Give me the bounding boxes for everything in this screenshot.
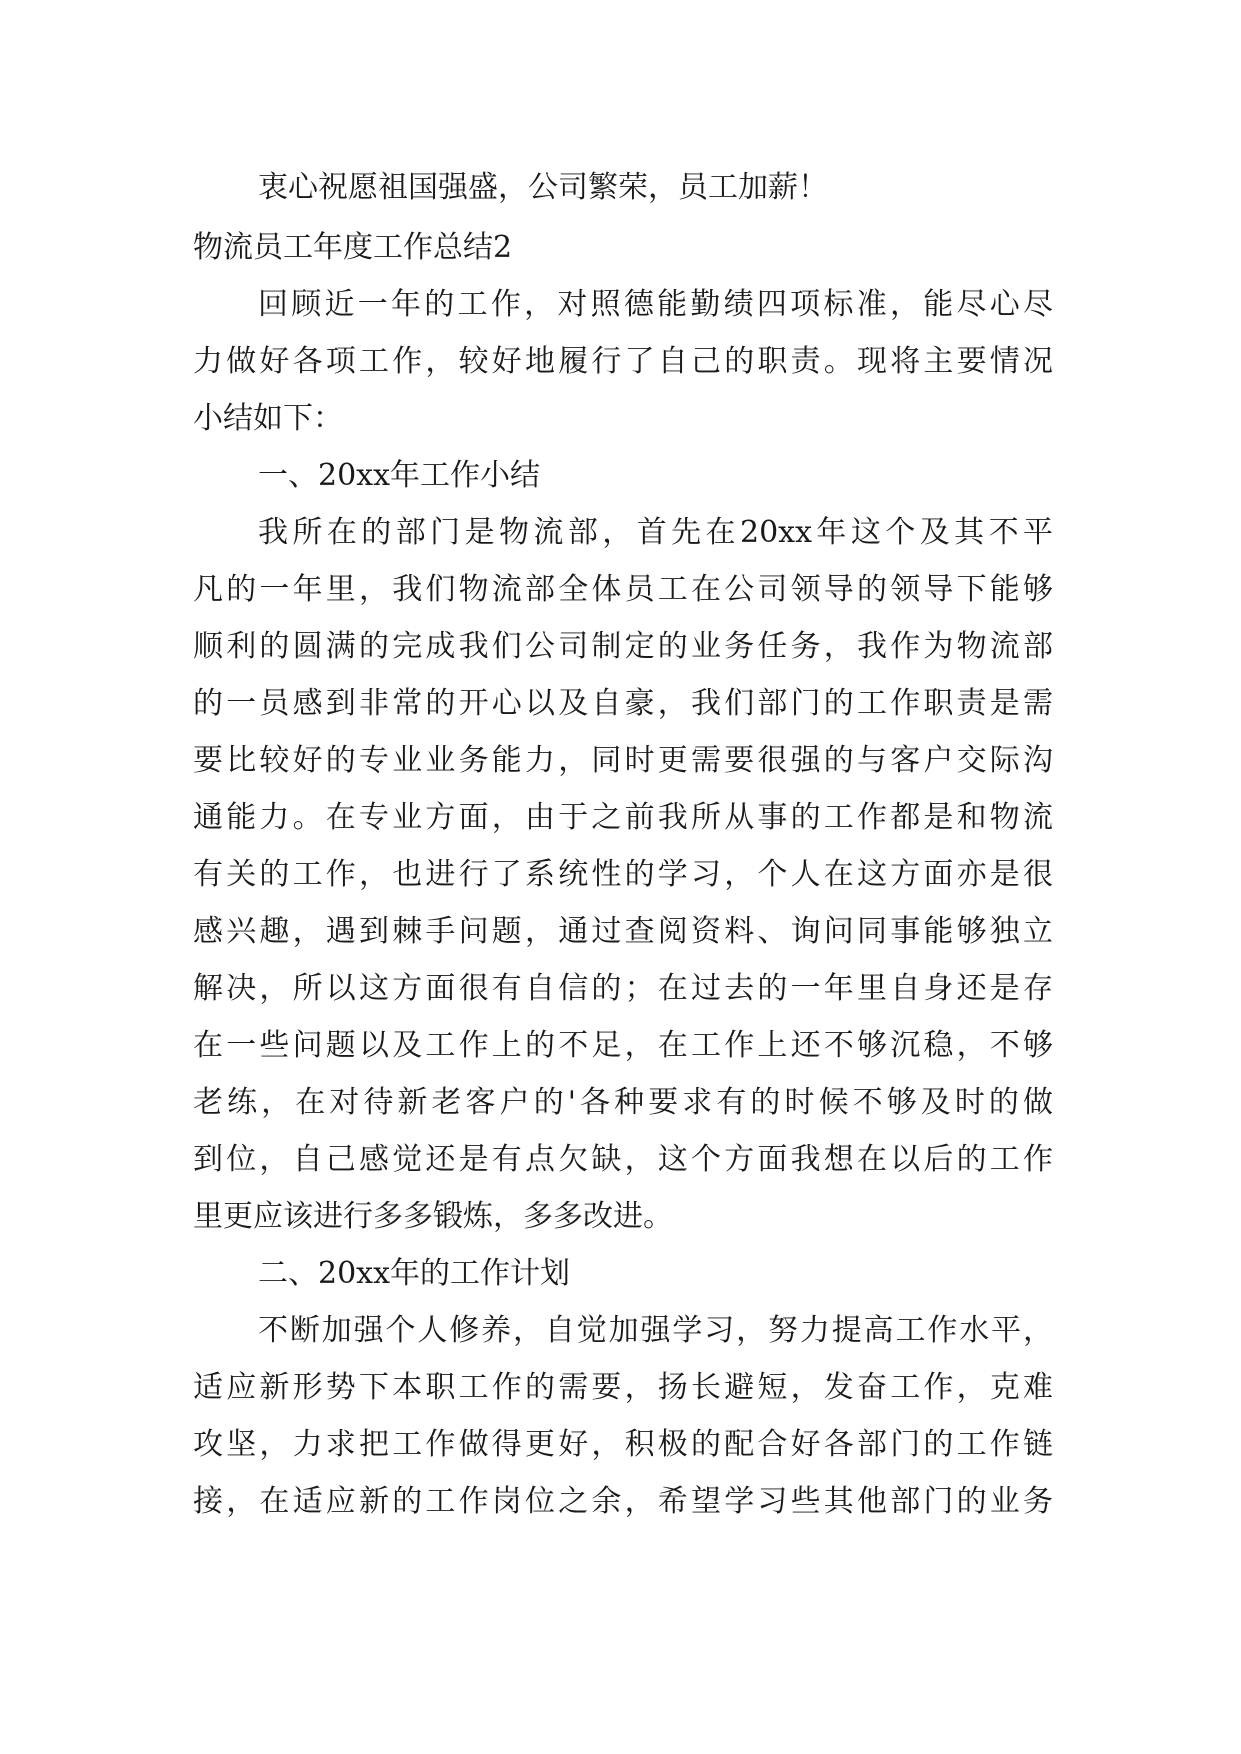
section-title: 物流员工年度工作总结2	[193, 230, 513, 265]
paragraph-line: 到位，自己感觉还是有点欠缺，这个方面我想在以后的工作	[193, 1142, 1053, 1177]
paragraph-line: 小结如下：	[193, 401, 343, 436]
paragraph-line: 有关的工作，也进行了系统性的学习，个人在这方面亦是很	[193, 857, 1053, 892]
paragraph-line: 凡的一年里，我们物流部全体员工在公司领导的领导下能够	[193, 572, 1053, 607]
paragraph-line: 力做好各项工作，较好地履行了自己的职责。现将主要情况	[193, 344, 1053, 379]
paragraph-line: 攻坚，力求把工作做得更好，积极的配合好各部门的工作链	[193, 1427, 1053, 1462]
paragraph-line: 回顾近一年的工作，对照德能勤绩四项标准，能尽心尽	[258, 287, 1053, 322]
paragraph-line: 要比较好的专业业务能力，同时更需要很强的与客户交际沟	[193, 743, 1053, 778]
paragraph-line: 接，在适应新的工作岗位之余，希望学习些其他部门的业务	[193, 1484, 1053, 1519]
paragraph-line: 我所在的部门是物流部，首先在20xx年这个及其不平	[258, 515, 1053, 550]
paragraph-line: 顺利的圆满的完成我们公司制定的业务任务，我作为物流部	[193, 629, 1053, 664]
paragraph-line: 在一些问题以及工作上的不足，在工作上还不够沉稳，不够	[193, 1028, 1053, 1063]
paragraph-line: 适应新形势下本职工作的需要，扬长避短，发奋工作，克难	[193, 1370, 1053, 1405]
paragraph-line: 感兴趣，遇到棘手问题，通过查阅资料、询问同事能够独立	[193, 914, 1053, 949]
paragraph-line: 解决，所以这方面很有自信的；在过去的一年里自身还是存	[193, 971, 1053, 1006]
subheading-plan: 二、20xx年的工作计划	[258, 1256, 571, 1291]
paragraph-line: 老练，在对待新老客户的'各种要求有的时候不够及时的做	[193, 1085, 1053, 1120]
subheading-summary: 一、20xx年工作小结	[258, 458, 541, 493]
paragraph-line: 的一员感到非常的开心以及自豪，我们部门的工作职责是需	[193, 686, 1053, 721]
paragraph-line: 里更应该进行多多锻炼，多多改进。	[193, 1199, 673, 1234]
paragraph-line: 通能力。在专业方面，由于之前我所从事的工作都是和物流	[193, 800, 1053, 835]
paragraph-line: 不断加强个人修养，自觉加强学习，努力提高工作水平，	[258, 1313, 1053, 1348]
closing-wish-line: 衷心祝愿祖国强盛，公司繁荣，员工加薪！	[258, 170, 828, 205]
